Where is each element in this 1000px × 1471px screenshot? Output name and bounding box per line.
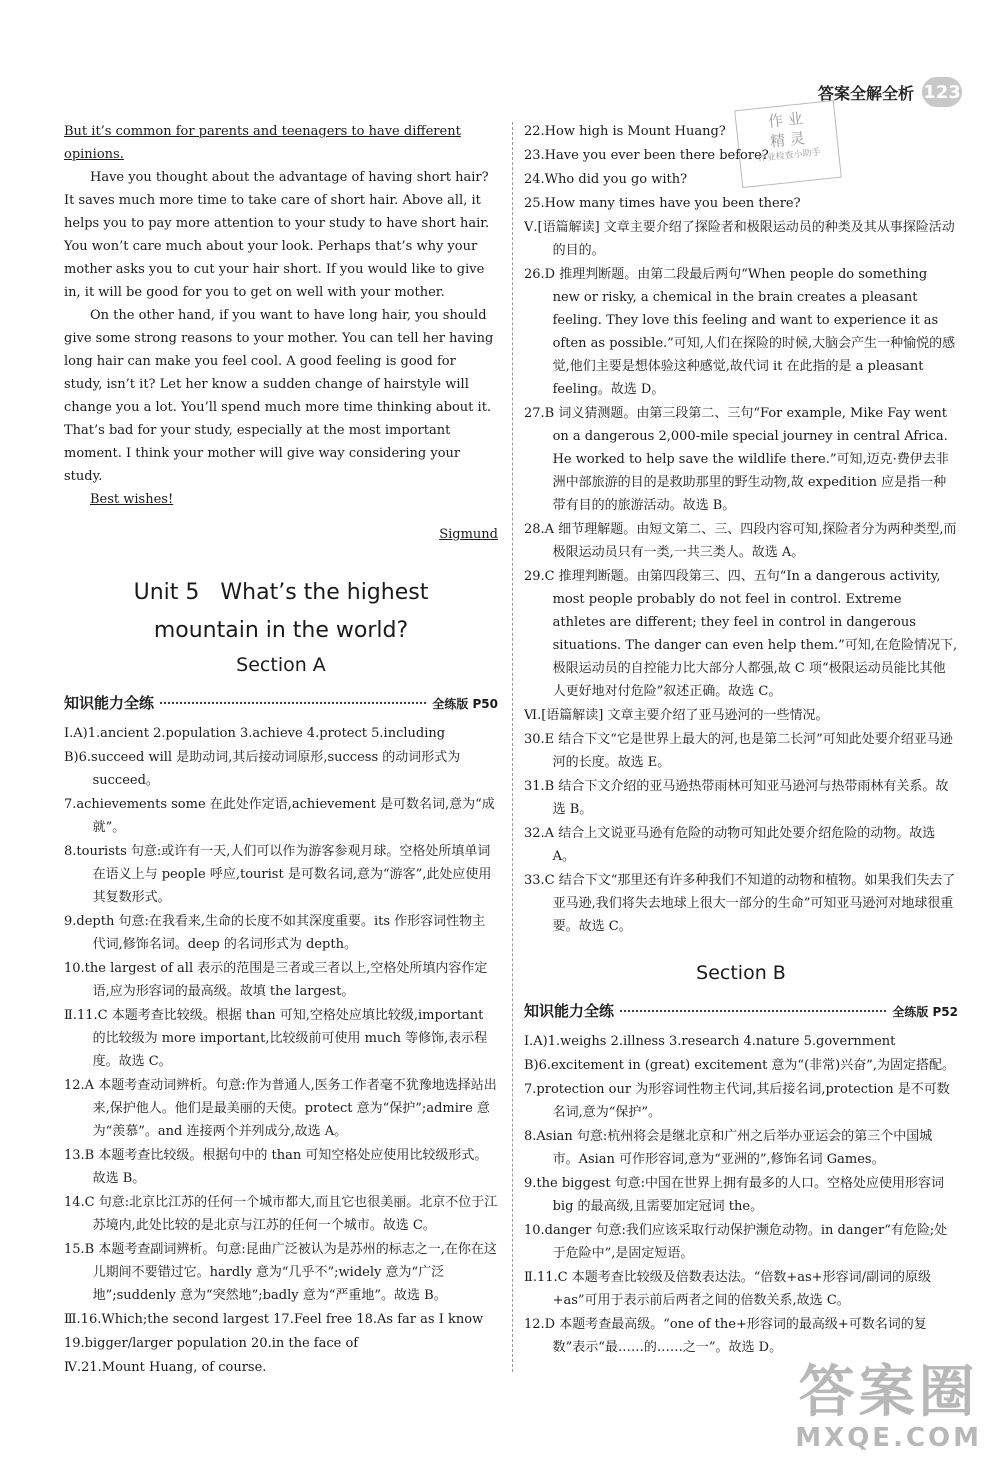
band-ref: 全练版 P50 bbox=[432, 697, 498, 711]
answer-item: 26.D 推理判断题。由第二段最后两句“When people do something new or risky, a chemical in the brain creates a pleasant feeling. They love this feeling and want to experience it as often as possible.”可知,人们在探险的时候,大脑会产生一种愉悦的感觉,他们主要是想体验这种感觉,故代词 it 在此指的是 a pleasant feeling。故选 D。 bbox=[524, 267, 956, 397]
answer-item: Ⅱ.11.C 本题考查比较级及倍数表达法。“倍数+as+形容词/副词的原级+as”可用于表示前后两者之间的倍数关系,故选 C。 bbox=[524, 1270, 931, 1308]
answer-item: 28.A 细节理解题。由短文第二、三、四段内容可知,探险者分为两种类型,而极限运动员只有一类,一共三类人。故选 A。 bbox=[524, 522, 957, 560]
answer-item: 13.B 本题考查比较级。根据句中的 than 可知空格处应使用比较级形式。故选 B。 bbox=[64, 1148, 488, 1186]
answer-item: 8.tourists 句意:或许有一天,人们可以作为游客参观月球。空格处所填单词在语义上与 people 呼应,tourist 是可数名词,意为“游客”,此处应使用其复数形式。 bbox=[64, 844, 492, 905]
answer-item: 25.How many times have you been there? bbox=[524, 196, 801, 211]
unit-title bbox=[64, 574, 498, 650]
letter-signature: Sigmund bbox=[439, 527, 498, 542]
answer-item: B)6.succeed will 是助动词,其后接动词原形,success 的动词形式为 succeed。 bbox=[64, 750, 461, 788]
answer-item: 24.Who did you go with? bbox=[524, 172, 688, 187]
answers-left bbox=[64, 722, 498, 1379]
answer-item: 33.C 结合下文“那里还有许多种我们不知道的动物和植物。如果我们失去了亚马逊,我们将失去地球上很大一部分的生命”可知亚马逊河对地球很重要。故选 C。 bbox=[524, 873, 956, 934]
watermark-url: MXQE.COM bbox=[795, 1423, 982, 1453]
answer-item: 14.C 句意:北京比江苏的任何一个城市都大,而且它也很美丽。北京不位于江苏境内,此处比较的是北京与江苏的任何一个城市。故选 C。 bbox=[64, 1195, 498, 1233]
stamp-line-1: 作 业 bbox=[767, 109, 804, 131]
answer-item: Ⅲ.16.Which;the second largest 17.Feel free 18.As far as I know bbox=[64, 1312, 484, 1327]
letter-paragraph: On the other hand, if you want to have long hair, you should give some strong reasons to your mother. You can tell her having long hair can make you feel cool. A good feeling is good for study, isn’t it? Let her know a sudden change of hairstyle will change you a lot. You’ll spend much more time thinking about it. That’s bad for your study, especially at the most important moment. I think your mother will give way considering your study. bbox=[64, 308, 494, 484]
answer-item: 27.B 词义猜测题。由第三段第二、三句“For example, Mike Fay went on a dangerous 2,000-mile special journey in central Africa. He worked to help save the wildlife there.”可知,迈克·费伊去非洲中部旅游的目的是救助那里的野生动物,故 expedition 应是指一种带有目的的旅游活动。故选 B。 bbox=[524, 406, 949, 513]
answer-item: Ⅰ.A)1.ancient 2.population 3.achieve 4.protect 5.including bbox=[64, 726, 446, 741]
answer-item: B)6.excitement in (great) excitement 意为“(非常)兴奋”,为固定搭配。 bbox=[524, 1058, 955, 1073]
answer-item: 9.the biggest 句意:中国在世界上拥有最多的人口。空格处应使用形容词 big 的最高级,且需要加定冠词 the。 bbox=[524, 1176, 945, 1214]
answer-item: Ⅱ.11.C 本题考查比较级。根据 than 可知,空格处应填比较级,important 的比较级为 more important,比较级前可使用 much 等修饰,表示程度。故选 C。 bbox=[64, 1008, 488, 1069]
left-column bbox=[64, 120, 498, 1380]
answer-item: 29.C 推理判断题。由第四段第三、四、五句“In a dangerous activity, most people probably do not feel in control. Extreme athletes are different; they feel in control in dangerous situations. The danger can even help them.”可知,在危险情况下,极限运动员的自控能力比大部分人都强,故 C 项“极限运动员能比其他人更好地对付危险”叙述正确。故选 C。 bbox=[524, 569, 958, 699]
band-title: 知识能力全练 bbox=[64, 694, 155, 712]
section-a-title: Section A bbox=[236, 654, 326, 676]
site-watermark bbox=[795, 1360, 982, 1453]
answer-item: 8.Asian 句意:杭州将会是继北京和广州之后举办亚运会的第三个中国城市。Asian 可作形容词,意为“亚洲的”,修饰名词 Games。 bbox=[524, 1129, 933, 1167]
answer-item: Ⅳ.21.Mount Huang, of course. bbox=[64, 1360, 267, 1375]
section-b-title: Section B bbox=[696, 962, 786, 984]
unit-title-line-2: mountain in the world? bbox=[153, 618, 409, 643]
letter-paragraph: Have you thought about the advantage of having short hair? It saves much more time to take care of short hair. Above all, it helps you to pay more attention to your study to have short hair. You won’t care much about your look. Perhaps that’s why your mother asks you to cut your hair short. If you would like to give in, it will be good for you to get on well with your mother. bbox=[64, 170, 490, 300]
answer-item: 19.bigger/larger population 20.in the face of bbox=[64, 1336, 359, 1351]
column-divider bbox=[512, 122, 513, 1372]
answer-item: 10.the largest of all 表示的范围是三者或三者以上,空格处所填内容作定语,应为形容词的最高级。故填 the largest。 bbox=[64, 961, 488, 999]
page-number: 123 bbox=[922, 77, 962, 107]
page-header bbox=[818, 74, 962, 110]
answer-item: 32.A 结合上文说亚马逊有危险的动物可知此处要介绍危险的动物。故选 A。 bbox=[524, 826, 936, 864]
band-ref: 全练版 P52 bbox=[892, 1005, 958, 1019]
answer-item: 12.A 本题考查动词辨析。句意:作为普通人,医务工作者毫不犹豫地选择站出来,保护他人。他们是最美丽的天使。protect 意为“保护”;admire 意为“羡慕”。and 连接两个并列成分,故选 A。 bbox=[64, 1078, 497, 1139]
letter-closing: Best wishes! bbox=[90, 492, 174, 507]
answer-item: 22.How high is Mount Huang? bbox=[524, 124, 726, 139]
right-column bbox=[524, 120, 958, 1360]
answer-item: 12.D 本题考查最高级。“one of the+形容词的最高级+可数名词的复数”表示“最……的……之一”。故选 D。 bbox=[524, 1317, 927, 1355]
answer-item: 9.depth 句意:在我看来,生命的长度不如其深度重要。its 作形容词性物主代词,修饰名词。deep 的名词形式为 depth。 bbox=[64, 914, 486, 952]
stamp-line-2: 精 灵 bbox=[769, 129, 806, 151]
answer-item: 31.B 结合下文介绍的亚马逊热带雨林可知亚马逊河与热带雨林有关系。故选 B。 bbox=[524, 779, 949, 817]
answer-item: 30.E 结合下文“它是世界上最大的河,也是第二长河”可知此处要介绍亚马逊河的长度。故选 E。 bbox=[524, 732, 953, 770]
practice-band-b bbox=[524, 1000, 958, 1024]
band-title: 知识能力全练 bbox=[524, 1002, 615, 1020]
answer-item: 10.danger 句意:我们应该采取行动保护濒危动物。in danger“有危险;处于危险中”,是固定短语。 bbox=[524, 1223, 948, 1261]
practice-band-a bbox=[64, 692, 498, 716]
answer-item: Ⅴ.[语篇解读] 文章主要介绍了探险者和极限运动员的种类及其从事探险活动的目的。 bbox=[524, 220, 955, 258]
answer-item: Ⅵ.[语篇解读] 文章主要介绍了亚马逊河的一些情况。 bbox=[524, 708, 829, 723]
answer-item: 15.B 本题考查副词辨析。句意:昆曲广泛被认为是苏州的标志之一,在你在这儿期间不要错过它。hardly 意为“几乎不”;widely 意为“广泛地”;suddenly 意为“突然地”;badly 意为“严重地”。故选 B。 bbox=[64, 1242, 497, 1303]
answer-item: 23.Have you ever been there before? bbox=[524, 148, 769, 163]
stamp-line-3: 作业检查小助手 bbox=[757, 147, 822, 165]
answer-item: 7.protection our 为形容词性物主代词,其后接名词,protection 是不可数名词,意为“保护”。 bbox=[524, 1082, 950, 1120]
letter-opening: But it’s common for parents and teenagers to have different opinions. bbox=[64, 124, 461, 162]
answer-item: Ⅰ.A)1.weighs 2.illness 3.research 4.nature 5.government bbox=[524, 1034, 896, 1049]
header-title: 答案全解全析 bbox=[817, 83, 914, 103]
unit-title-line-1: Unit 5 What’s the highest bbox=[133, 580, 429, 605]
band-dots bbox=[620, 1010, 886, 1012]
answer-item: 7.achievements some 在此处作定语,achievement 是可数名词,意为“成就”。 bbox=[64, 797, 495, 835]
watermark-logo: 答案圈 bbox=[798, 1360, 979, 1425]
band-dots bbox=[160, 702, 426, 704]
